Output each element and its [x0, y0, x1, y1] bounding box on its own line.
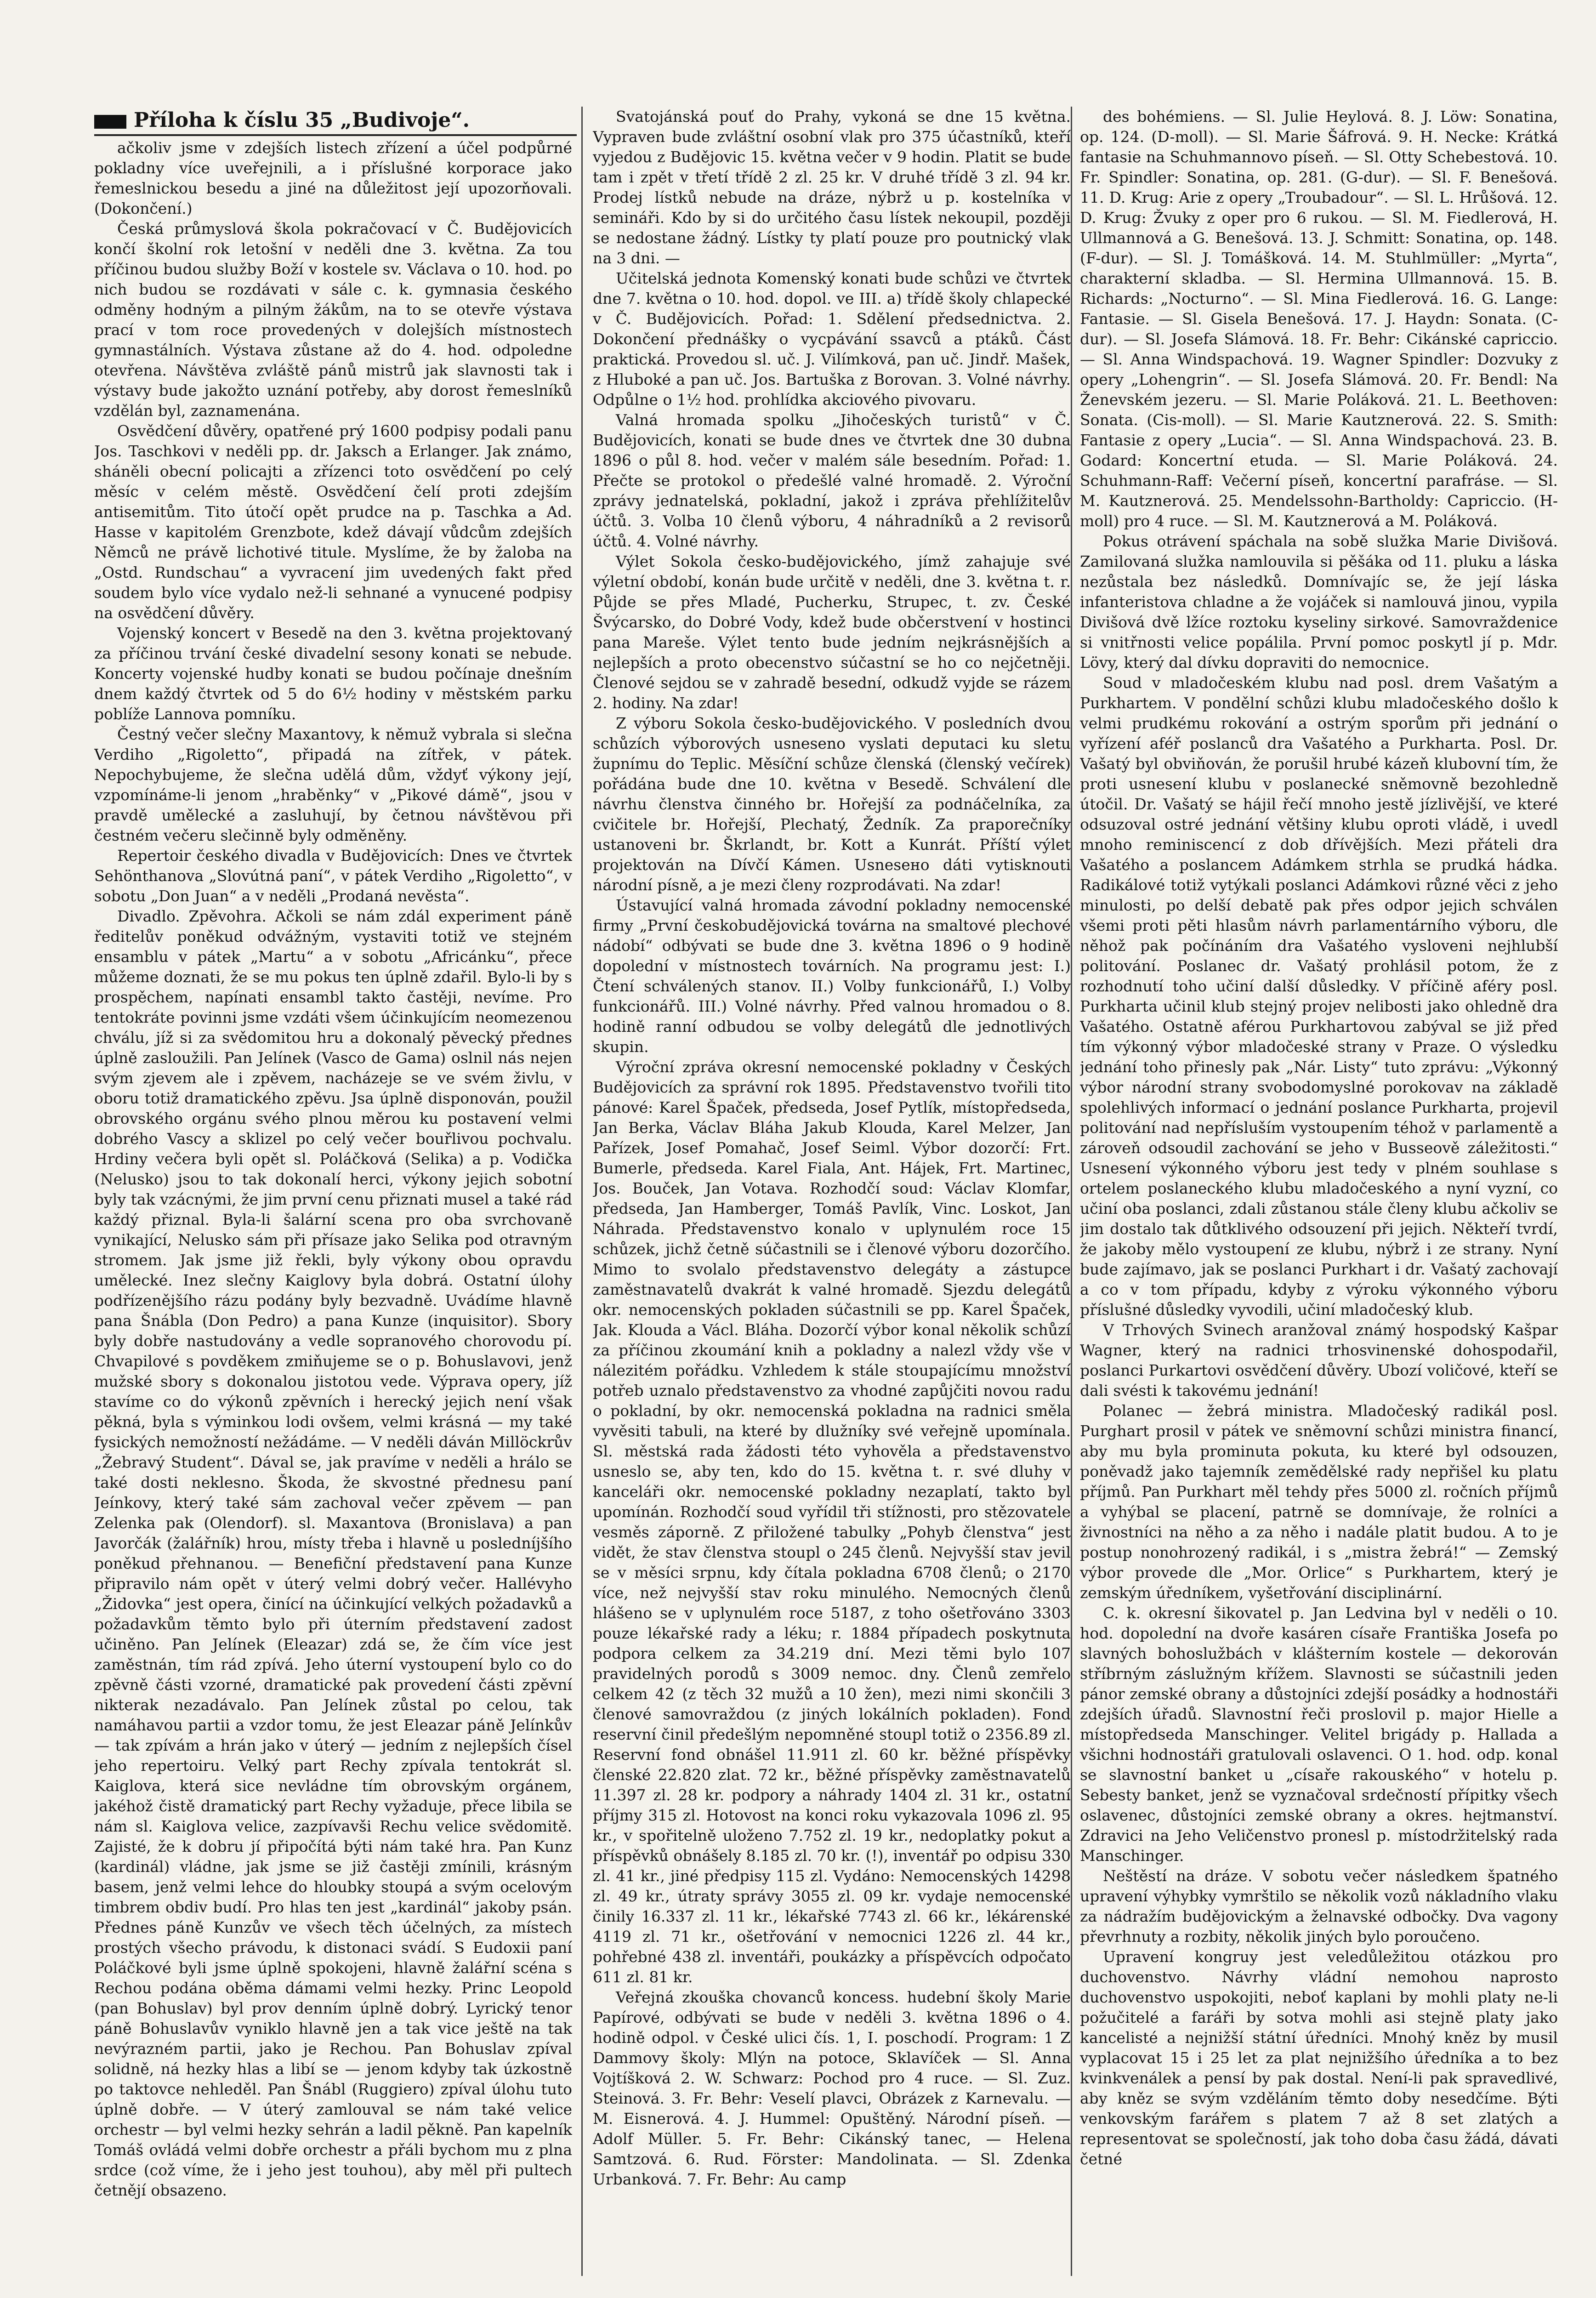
article-paragraph: Čestný večer slečny Maxantovy, k němuž vybrala si slečna Verdiho „Rigoletto“, připadá na zítřek, v pátek. Nepochybujeme, že slečna udělá dům, vždyť výkony její, vzpomínáme-li jenom „hraběnky“ v „Pikové dámě“, jsou v pravdě umělecké a zasluhují, by četnou návštěvou při čestném večeru slečinně byly odměněny. [94, 725, 572, 844]
article-paragraph: Z výboru Sokola česko-budějovického. V posledních dvou schůzích výborových usneseno vyslati deputaci ku sletu župnímu do Teplic. Měsíční schůze členská (členský večírek) pořádána bude dne 10. května v Besedě. Schválení dle návrhu členstva činného br. Hořejší za podnáčelníka, za cvičitele br. Hořejší, Plechatý, Žedník. Za praporečníky ustanoveni br. Škrlandt, br. Kott a Kunrát. Příští výlet projektován na Dívčí Kámen. Usnesено dáti vytisknouti národní písně, a je mezi členy rozprodávati. Na zdar! [593, 714, 1071, 894]
article-paragraph: ačkoliv jsme v zdejších listech zřízení a účel podpůrné pokladny více uveřejnili, a i příslušné korporace jako řemeslnickou besedu a jiné na důležitost její upozorňovali. (Dokončení.) [94, 139, 572, 217]
pointing-hand-icon [94, 115, 126, 129]
column-divider [581, 107, 583, 2276]
column-2 [593, 107, 1071, 2276]
column-1 [94, 138, 572, 2270]
article-paragraph: Soud v mladočeském klubu nad posl. drem Vašatým a Purkhartem. V pondělní schůzi klubu mladočeského došlo k velmi prudkému rokování a ostrým sporům při jednání o vyřízení aféř poslanců dra Vašatého a Purkharta. Posl. Dr. Vašatý byl obviňován, že porušil hrubé kázeň klubovní tím, že proti usnesení klubu v poslanecké sněmovně bezohledně útočil. Dr. Vašatý se hájil řečí mnoho jestě jízlivější, ve které odsuzoval ostré jednání většiny klubu oproti vládě, i uvedl mnoho reminiscencí z dob dřívějších. Mezi přáteli dra Vašatého a poslancem Adámkem strhla se prudká hádka. Radikálové totiž vytýkali poslanci Adámkovi různé věci z jeho minulosti, po delší debatě pak přes odpor jejich schválen všemi proti pěti hlasům návrh parlamentárního výboru, dle něhož pak počínáním dra Vašatého vysloveni nejhlubší politování. Poslanec dr. Vašatý prohlásil potom, že z rozhodnutí toho učiní další důsledky. V příčině aféry posl. Purkharta učinil klub stejný projev nelibosti jako ohledně dra Vašatého. Ostatně aférou Purkhartovou zabýval se již před tím výkonný výbor mladočeské strany v Praze. O výsledku jednání toho přinesly pak „Nár. Listy“ tuto zprávu: „Výkonný výbor národní strany svobodomyslné porokovav na základě spolehlivých informací o jednání poslance Purkharta, projevil politování nad nepřísluším vystoupením téhož v parlamentě a zároveň odsoudil zachování se jeho v Busseově záležitosti.“ Usnesení výkonného výboru jest tedy v plném souhlase s ortelem poslaneckého klubu mladočeského a nyní vyzní, co učiní oba poslanci, zdali zůstanou stále členy klubu ačkoliv se jim dostalo tak důtklivého odsouzení při jejich. Někteří tvrdí, že jakoby mělo vystoupení ze klubu, nýbrž i ze strany. Nyní bude zajímavo, jak se poslanci Purkhart i dr. Vašatý zachovají a co v tom případu, kdyby z výroku výkonného výboru příslušné důsledky vyvodili, učiní mladočeský klub. [1080, 674, 1558, 1319]
column-3 [1080, 107, 1558, 2276]
article-paragraph: Repertoir českého divadla v Budějovicích: Dnes ve čtvrtek Sehönthanova „Slovútná paní“, v pátek Verdiho „Rigoletto“, v sobotu „Don Juan“ a v neděli „Prodaná nevěsta“. [94, 847, 572, 905]
article-paragraph: Divadlo. Zpěvohra. Ačkoli se nám zdál experiment páně ředitelův poněkud odvážným, vystaviti totiž ve stejném ensamblu v pátek „Martu“ a v sobotu „Africánku“, přece můžeme doznati, že se mu pokus ten úplně zdařil. Bylo-li by s prospěchem, napínati ensambl takto častěji, nevíme. Pro tentokráte povinni jsme vzdáti všem účinkujícím neomezenou chválu, jíž si za svědomitou hru a dokonalý pěvecký přednes úplně zasloužili. Pan Jelínek (Vasco de Gama) oslnil nás nejen svým zjevem ale i zpěvem, nacházeje se ve svém živlu, v oboru totiž dramatického zpěvu. Jsa úplně disponován, použil obrovského orgánu svého plnou měrou ku postavení velmi dobrého Vascy a sklizel po celý večer bouřlivou pochvalu. Hrdiny večera byli opět sl. Poláčková (Selika) a p. Vodička (Nelusko) jsou to tak dokonalí herci, výkony jejich sobotní byly tak vzácnými, že jim první cenu přiznati musel a také rád každý přiznal. Byla-li šalární scena pro oba svrchovaně vynikající, Nelusko sám při přísaze jako Selika pod otravným stromem. Jak jsme již řekli, byly výkony obou opravdu umělecké. Inez slečny Kaiglovy byla dobrá. Ostatní úlohy podřízenějšího rázu podány byly bezvadně. Uvádíme hlavně pana Šnábla (Don Pedro) a pana Kunze (inquisitor). Sbory byly dobře nastudovány a vedle sopranového chorovodu pí. Chvapilové s povděkem zmiňujeme se o p. Bohuslavovi, jenž mužské sbory s dokonalou jistotou vede. Výprava opery, jíž stavíme co do výkonů zpěvních i herecký jejich není však pěkná, byla s výminkou lodi ovšem, velmi krásná — my také fysických nemožností nežádáme. — V neděli dáván Millöckrův „Žebravý Student“. Dával se, jak pravíme v neděli a hrálo se také dosti neklesno. Škoda, že skvostné přednesu paní Jeínkovy, který také sám zachoval večer zpěvem — pan Zelenka pak (Olendorf). sl. Maxantova (Bronislava) a pan Javorčák (žalářník) hrou, místy třeba i hlavně u posledníjšího poněkud přehnanou. — Benefiční představení pana Kunze připravilo nám opět v úterý velmi dobrý večer. Hallévyho „Židovka“ jest opera, činící na účinkující velkých požadavků a požadavkům těmto bylo při úterním představení zadost učiněno. Pan Jelínek (Eleazar) zdá se, že čím více jest zaměstnán, tím rád zpívá. Jeho úterní vystoupení bylo co do zpěvně části vzorné, dramatické pak provedení části zpěvní nikterak nezadávalo. Pan Jelínek zůstal po celou, tak namáhavou partii a vzdor tomu, že jest Eleazar páně Jelínkův — tak zpívám a hrán jako v úterý — jedním z nejlepších čísel jeho repertoiru. Velký part Rechy zpívala tentokrát sl. Kaiglova, která sice nevládne tím obrovským orgánem, jakéhož čistě dramatický part Rechy vyžaduje, přece libila se nám sl. Kaiglova velice, zazpívavši Rechu velice svědomitě. Zajisté, že k dobru jí připočítá býti nám také hra. Pan Kunz (kardinál) vládne, jak jsme se již častěji zmínili, krásným basem, jenž velmi lehce do hloubky stoupá a svým ocelovým timbrem obdiv budí. Pro hlas ten jest „kardinál“ jakoby psán. Přednes páně Kunzův ve všech těch účelných, za místech prostých všecho právodu, k distonaci svádí. S Eudoxii paní Poláčkové byli jsme úplně spokojeni, hlavně žalářní scéna s Rechou podána oběma dámami velmi hezky. Princ Leopold (pan Bohuslav) byl prov denním úplně dobrý. Lyrický tenor páně Bohuslavův vyniklo hlavně jen a tak vice ještě na tak nevýrazném partii, jako je Rechou. Pan Bohuslav zpíval solidně, ná hezky hlas a libí se — jenom kdyby tak úzkostně po taktovce nehleděl. Pan Šnábl (Ruggiero) zpíval úlohu tuto úplně dobře. — V úterý zamlouval se nám také velice orchestr — byl velmi hezky sehrán a ladil pěkně. Pan kapelník Tomáš ovládá velmi dobře orchestr a přáli bychom mu z plna srdce (což víme, že i jeho jest touhou), aby měl při pultech četnějí obsazeno. [94, 907, 572, 2199]
column-divider [1071, 107, 1072, 2276]
article-paragraph: V Trhových Svinech aranžoval známý hospodský Kašpar Wagner, který na radnici trhosvinenské dohospodařil, poslanci Purkartovi osvědčení důvěry. Ubozí voličové, kteří se dali svésti k takovému jednání! [1080, 1321, 1558, 1399]
article-paragraph: C. k. okresní šikovatel p. Jan Ledvina byl v neděli o 10. hod. dopolední na dvoře kasáren císaře Františka Josefa po slavných bohoslužbách v klášterním kostele — dekorován stříbrným záslužným křížem. Slavnosti se súčastnili jeden pánor zemské obrany a důstojníci zdejší posádky a hodnostáři zdejších úřadů. Slavnostní řeči proslovil p. major Hielle a místopředseda Manschinger. Velitel brigády p. Hallada a všichni hodnostáři gratulovali oslavenci. O 1. hod. odp. konal se slavnostní banket u „císaře rakouského“ v hotelu p. Sebesty banket, jenž se vyznačoval srdečností přípitky všech oslavenec, důstojníci zemské obrany a okres. hejtmanství. Zdravici na Jeho Veličenstvo pronesl p. místodržitelský rada Manschinger. [1080, 1604, 1558, 1865]
article-paragraph: Osvědčení důvěry, opatřené prý 1600 podpisy podali panu Jos. Taschkovi v neděli pp. dr. Jaksch a Erlanger. Jak známo, sháněli obecní policajti a zřízenci toto osvědčení po celý měsíc v celém městě. Osvědčení čelí proti zdejším antisemitům. Tito útočí opět prudce na p. Taschka a Ad. Hasse v kapitolém Grenzbote, kdež dávají vůdcům zdejších Němců ne právě lichotivé titule. Myslíme, že by žaloba na „Ostd. Rundschau“ a vyvracení jim uvedených fakt před soudem bylo více vydalo než-li sehnané a vynucené podpisy na osvědčení důvěry. [94, 422, 572, 622]
article-paragraph: Polanec — žebrá ministra. Mladočeský radikál posl. Purghart prosil v pátek ve sněmovní schůzi ministra financí, aby mu byla prominuta pokuta, ku které byl odsouzen, poněvadž jako tajemník zemědělské rady nepřišel ku platu příjmů. Pan Purkhart měl tehdy přes 5000 zl. ročních příjmů a vyhýbal se placení, patrně se domnívaje, že rolníci a živnostníci na něho a za něho i nadále platit budou. A to je postup nonohrozený radikál, i s „mistra žebrá!“ — Zemský výbor provede dle „Mor. Orlice“ s Purkhartem, který je zemským úředníkem, vyšetřování disciplinární. [1080, 1402, 1558, 1602]
header-title: Příloha k číslu 35 „Budivoje“. [134, 108, 470, 132]
article-paragraph: des bohémiens. — Sl. Julie Heylová. 8. J. Löw: Sonatina, op. 124. (D-moll). — Sl. Marie Šáfrová. 9. H. Necke: Krátká fantasie na Schuhmannovo píseň. — Sl. Otty Schebestová. 10. Fr. Spindler: Sonatina, op. 281. (G-dur). — Sl. F. Benešová. 11. D. Krug: Arie z opery „Troubadour“. — Sl. L. Hrůšová. 12. D. Krug: Žvuky z oper pro 6 rukou. — Sl. M. Fiedlerová, H. Ullmannová a G. Benešová. 13. J. Schmitt: Sonatina, op. 148. (F-dur). — Sl. J. Tomášková. 14. M. Stuhlmüller: „Myrta“, charakterní skladba. — Sl. Hermina Ullmannová. 15. B. Richards: „Nocturno“. — Sl. Mina Fiedlerová. 16. G. Lange: Fantasie. — Sl. Gisela Benešová. 17. J. Haydn: Sonata. (C-dur). — Sl. Josefa Slámová. 18. Fr. Behr: Cikánské capriccio. — Sl. Anna Windspachová. 19. Wagner Spindler: Dozvuky z opery „Lohengrin“. — Sl. Josefa Slámová. 20. Fr. Bendl: Na Ženevském jezeru. — Sl. Marie Poláková. 21. L. Beethoven: Sonata. (Cis-moll). — Sl. Marie Kautznerová. 22. S. Smith: Fantasie z opery „Lucia“. — Sl. Anna Windspachová. 23. B. Godard: Koncertní etuda. — Sl. Marie Poláková. 24. Schuhmann-Raff: Večerní píseň, koncertní parafráse. — Sl. M. Kautznerová. 25. Mendelssohn-Bartholdy: Capriccio. (H-moll) pro 4 ruce. — Sl. M. Kautznerová a M. Poláková. [1080, 108, 1558, 530]
article-paragraph: Učitelská jednota Komenský konati bude schůzi ve čtvrtek dne 7. května o 10. hod. dopol. ve III. a) třídě školy chlapecké v Č. Budějovicích. Pořad: 1. Sdělení předsednictva. 2. Dokončení přednášky o vycpávání ssavců a ptáků. Část praktická. Provedou sl. uč. J. Vilímková, pan uč. Jindř. Mašek, z Hluboké a pan uč. Jos. Bartuška z Borovan. 3. Volné návrhy. Odpůlne o 1½ hod. prohlídka akciového pivovaru. [593, 269, 1071, 409]
article-paragraph: Výlet Sokola česko-budějovického, jímž zahajuje své výletní období, konán bude určitě v neděli, dne 3. května t. r. Půjde se přes Mladé, Pucherku, Strupec, t. zv. České Švýcarsko, do Dobré Vody, kdež bude občerstvení v hostinci pana Mareše. Výlet tento bude jedním nejkrásnějších a nejlepších a proto obecenstvo súčastní se ho co nejčetněji. Členové sejdou se v zahradě besední, odkudž vyjde se rázem 2. hodiny. Na zdar! [593, 552, 1071, 712]
article-paragraph: Valná hromada spolku „Jihočeských turistů“ v Č. Budějovicích, konati se bude dnes ve čtvrtek dne 30 dubna 1896 o půl 8. hod. večer v malém sále besedním. Pořad: 1. Přečte se protokol o předešlé valné hromadě. 2. Výroční zprávy jednatelská, pokladní, jakož i zpráva přehlížitelův účtů. 3. Volba 10 členů výboru, 4 náhradníků a 2 revisorů účtů. 4. Volné návrhy. [593, 411, 1071, 550]
article-paragraph: Neštěstí na dráze. V sobotu večer následkem špatného upravení výhybky vymrštilo se několik vozů nákladního vlaku za nádražím budějovickým a želnavské odbočky. Dva vagony převrhnuty a rozbity, několik jiných bylo poroučeno. [1080, 1867, 1558, 1945]
article-paragraph: Pokus otrávení spáchala na sobě služka Marie Divišová. Zamilovaná služka namlouvila si pěšáka od 11. pluku a láska nezůstala bez následků. Domnívajíc se, že její láska infanteristova chladne a že vojáček si namlouvá jinou, vypila Divišová dvě lžíce roztoku kyseliny sirkové. Samovraždenice si vnitřnosti velice popálila. První pomoc poskytl jí p. Mdr. Lövy, který dal dívku dopraviti do nemocnice. [1080, 532, 1558, 671]
article-paragraph: Veřejná zkouška chovanců koncess. hudební školy Marie Papírové, odbývati se bude v neděli 3. května 1896 o 4. hodině odpol. v České ulici čís. 1, I. poschodí. Program: 1 Z Dammovy školy: Mlýn na potoce, Sklavíček — Sl. Anna Vojtíšková 2. W. Schwarz: Pochod pro 4 ruce. — Sl. Zuz. Steinová. 3. Fr. Behr: Veselí plavci, Obrázek z Karnevalu. — M. Eisnerová. 4. J. Hummel: Opuštěný. Národní píseň. — Adolf Müller. 5. Fr. Behr: Cikánský tanec, — Helena Samtzová. 6. Rud. Förster: Mandolinata. — Sl. Zdenka Urbanková. 7. Fr. Behr: Au camp [593, 1988, 1071, 2188]
article-paragraph: Upravení kongruy jest veledůležitou otázkou pro duchovenstvo. Návrhy vládní nemohou naprosto duchovenstvo uspokojiti, neboť kaplani by mohli platy ne-li požučitelé a faráři by sotva mohli asi stejně platy jako kancelisté a nejnižší státní úředníci. Mnohý kněz by musil vyplacovat 15 i 25 let za plat nejnižšího úředníka a to bez kvinkvenálek a pensí by pak dostal. Není-li pak spravedlivé, aby kněz se svým vzděláním těmto doby nesedčíme. Býti venkovským farářem s platem 7 až 8 set zlatých a representovat se společností, jak toho doba času žádá, dávati četné [1080, 1948, 1558, 2168]
article-paragraph: Ústavující valná hromada závodní pokladny nemocenské firmy „První českobudějovická továrna na smaltové plechové nádobí“ odbývati se bude dne 3. května 1896 o 9 hodině dopolední v místnostech továrních. Na programu jest: I.) Čtení schválených stanov. II.) Volby funkcionářů, I.) Volby funkcionářů. III.) Volné návrhy. Před valnou hromadou o 8. hodině ranní odbudou se volby delegátů dle jednotlivých skupin. [593, 896, 1071, 1056]
article-paragraph: Výroční zpráva okresní nemocenské pokladny v Českých Budějovicích za správní rok 1895. Představenstvo tvořili tito pánové: Karel Špaček, předseda, Josef Pytlík, místopředseda, Jan Berka, Václav Bláha Jakub Klouda, Karel Melzer, Jan Pařízek, Josef Pomahač, Josef Seiml. Výbor dozorčí: Frt. Bumerle, předseda. Karel Fiala, Ant. Hájek, Frt. Martinec, Jos. Bouček, Jan Votava. Rozhodčí soud: Václav Klomfar, předseda, Jan Hamberger, Tomáš Pavlík, Vinc. Loskot, Jan Náhrada. Představenstvo konalo v uplynulém roce 15 schůzek, jichž četně súčastnili se i členové výboru dozorčího. Mimo to svolalo představenstvo delegáty a zástupce zaměstnavatelů dvakrát k valné hromadě. Sjezdu delegátů okr. nemocenských pokladen súčastnili se pp. Karel Špaček, Jak. Klouda a Václ. Bláha. Dozorčí výbor konal několik schůzí za příčinou zkoumání knih a pokladny a nalezl vždy vše v nálezitém pořádku. Vzhledem k stále stoupajícímu množství potřeb uznalo představenstvo za vhodné zapůjčiti novou radu o pokladní, by okr. nemocenská pokladna na radnici směla vyvěsiti tabuli, na které by dlužníky své veřejně upomínala. Sl. městská rada žádosti této vyhověla a představenstvo usneslo se, aby ten, kdo do 15. května t. r. své dluhy v kanceláři okr. nemocenské pokladny nezaplatí, takto byl upomínán. Rozhodčí soud vyřídil tři stížnosti, pro stězovatele vesměs záporně. Z přiložené tabulky „Pohyb členstva“ jest vidět, že stav členstva stoupl o 245 členů. Nejvyšší stav jevil se v měsíci srpnu, kdy čítala pokladna 6708 členů; o 2170 více, než nejvyšší stav roku minulého. Nemocných členů hlášeno se v uplynulém roce 5187, z toho ošetřováno 3303 pouze lékařské rady a léku; r. 1884 případech poskytnuta podpora celkem za 34.219 dní. Mezi těmi bylo 107 pravidelných porodů s 3009 nemoc. dny. Členů zemřelo celkem 42 (z těch 32 mužů a 10 žen), mezi nimi skončili 3 členové samovraždou (z jiných lokálních pokladen). Fond reservní činil předešlým nepomněné stoupl totiž o 2356.89 zl. Reservní fond obnášel 11.911 zl. 60 kr. běžné příspěvky členské 22.820 zlat. 72 kr., běžné příspěvky zaměstnavatelů 11.397 zl. 28 kr. podpory a náhrady 1404 zl. 31 kr., ostatní příjmy 315 zl. Hotovost na konci roku vykazovala 1096 zl. 95 kr., v spořitelně uloženo 7.752 zl. 19 kr., nedoplatky pokut a příspěvků obnášely 8.185 zl. 70 kr. (!), inventář po odpisu 330 zl. 41 kr., jiné předpisy 115 zl. Vydáno: Nemocenských 14298 zl. 49 kr., útraty správy 3055 zl. 09 kr. vydaje nemocenské činily 16.337 zl. 11 kr., lékařské 7743 zl. 66 kr., lékárenské 4119 zl. 71 kr., ošetřování v nemocnici 1226 zl. 44 kr., pohřebné 438 zl. inventáři, poukázky a příspěvcích odpočato 611 zl. 81 kr. [593, 1058, 1071, 1986]
article-paragraph: Svatojánská pouť do Prahy, vykoná se dne 15 května. Vypraven bude zvláštní osobní vlak pro 375 účastníků, kteří vyjedou z Budějovic 15. května večer v 9 hodin. Platit se bude tam i zpět v třetí třídě 2 zl. 25 kr. V druhé třídě 3 zl. 94 kr. Prodej lístků nebude na dráze, nýbrž u p. kostelníka v semináři. Kdo by si do určitého času lístek nekoupil, později se nedostane žádný. Lístky ty platí pouze pro poutnický vlak na 3 dni. — [593, 108, 1071, 267]
page-header [94, 107, 577, 136]
article-paragraph: Vojenský koncert v Besedě na den 3. května projektovaný za příčinou trvání české divadelní sesony konati se nebude. Koncerty vojenské hudby konati se budou počínaje dnešním dnem každý čtvrtek od 5 do 6½ hodiny v městském parku poblíže Lannova pomníku. [94, 624, 572, 723]
article-paragraph: Česká průmyslová škola pokračovací v Č. Budějovicích končí školní rok letošní v neděli dne 3. května. Za tou příčinou budou služby Boží v kostele sv. Václava o 10. hod. po nich budou se rozdávati v sále c. k. gymnasia českého odměny hodným a pilným žákům, na to se otevře výstava prací v tom roce provedených v dolejších místnostech gymnastálních. Výstava zůstane až do 4. hod. odpoledne otevřena. Návštěva zvláště pánů mistrů jak slavnosti tak i výstavy bude jakožto uznání potřeby, aby dorost řemeslníků vzdělán byl, zaznamenána. [94, 220, 572, 420]
